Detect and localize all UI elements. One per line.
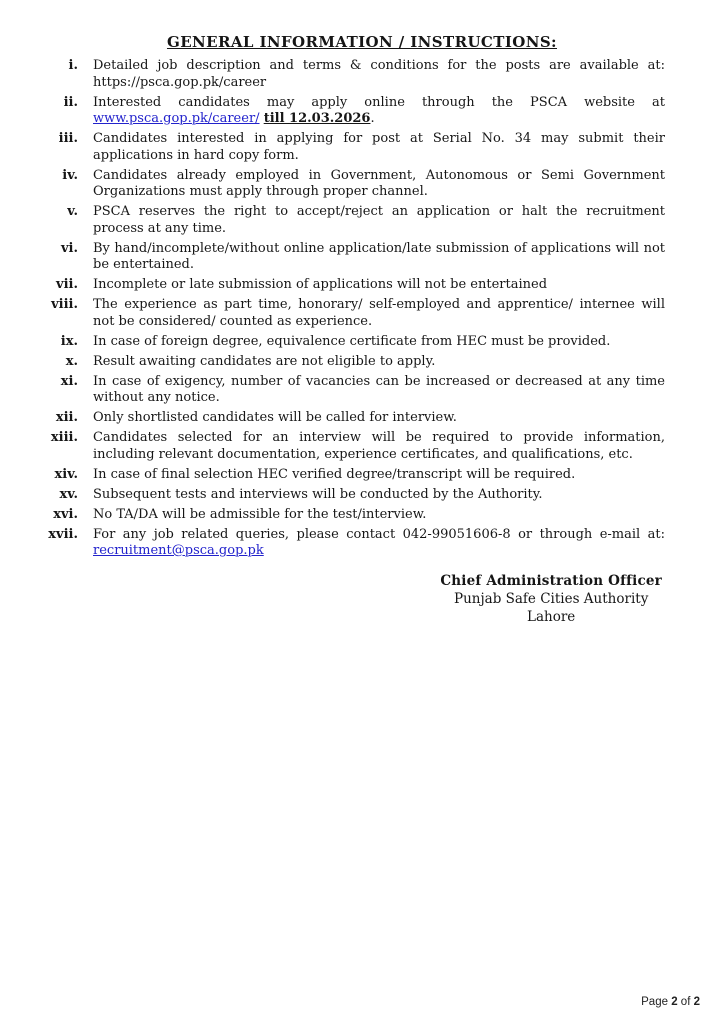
instruction-number: iv. bbox=[62, 167, 78, 183]
instruction-text-segment: Incomplete or late submission of applications will not be entertained bbox=[93, 277, 548, 292]
signatory-designation: Chief Administration Officer bbox=[440, 573, 662, 589]
instruction-number: viii. bbox=[51, 297, 78, 312]
instruction-number: x. bbox=[65, 353, 78, 369]
instruction-item bbox=[40, 430, 665, 463]
page-number-separator: of bbox=[677, 996, 694, 1008]
instruction-text bbox=[93, 430, 665, 463]
instruction-number: xv. bbox=[59, 486, 78, 502]
instruction-number: vii. bbox=[56, 277, 78, 292]
recruitment-email-link[interactable]: recruitment@psca.gop.pk bbox=[93, 543, 264, 558]
instruction-text-segment: . bbox=[370, 111, 375, 126]
instruction-number: xvi. bbox=[53, 506, 78, 522]
instruction-item bbox=[40, 374, 665, 407]
page-number-prefix: Page bbox=[641, 996, 672, 1008]
instruction-number: vi. bbox=[60, 240, 78, 256]
page-number-total: 2 bbox=[693, 996, 700, 1008]
instruction-text bbox=[93, 527, 665, 560]
instruction-text-segment: Subsequent tests and interviews will be conducted by the Authority. bbox=[93, 486, 543, 502]
instruction-item bbox=[40, 204, 665, 237]
instruction-item bbox=[40, 410, 665, 427]
signature-block bbox=[440, 572, 662, 626]
instruction-text-segment: Only shortlisted candidates will be called for interview. bbox=[93, 410, 457, 425]
instruction-item bbox=[40, 507, 665, 524]
instruction-text bbox=[93, 277, 665, 294]
instruction-text bbox=[93, 374, 665, 407]
instruction-text bbox=[93, 241, 665, 274]
instruction-number: xiii. bbox=[50, 430, 78, 445]
instruction-text bbox=[93, 95, 665, 128]
instruction-number: xvii. bbox=[48, 526, 78, 542]
instruction-item bbox=[40, 527, 665, 560]
instruction-number: xi. bbox=[60, 373, 78, 389]
instruction-item bbox=[40, 95, 665, 128]
instruction-text-segment: For any job related queries, please contact 042-99051606-8 or through e-mail at: bbox=[93, 526, 665, 542]
instruction-text bbox=[93, 168, 665, 201]
instruction-item bbox=[40, 297, 665, 330]
instruction-text bbox=[93, 467, 665, 484]
instruction-text-segment: No TA/DA will be admissible for the test/interview. bbox=[93, 506, 427, 522]
instruction-item bbox=[40, 334, 665, 351]
instruction-number: ix. bbox=[60, 333, 78, 349]
instruction-text-segment: In case of foreign degree, equivalence certificate from HEC must be provided. bbox=[93, 333, 611, 349]
instruction-text bbox=[93, 507, 665, 524]
instruction-item bbox=[40, 487, 665, 504]
instruction-text bbox=[93, 204, 665, 237]
instruction-text-segment: In case of exigency, number of vacancies can be increased or decreased at any time without any notice. bbox=[93, 373, 665, 405]
instruction-text-segment: Result awaiting candidates are not eligible to apply. bbox=[93, 353, 436, 369]
instruction-text-segment: Candidates already employed in Government, Autonomous or Semi Government Organizations must apply through proper channel. bbox=[93, 167, 665, 199]
psca-career-link[interactable]: www.psca.gop.pk/career/ bbox=[93, 111, 260, 126]
instruction-text bbox=[93, 131, 665, 164]
instruction-item bbox=[40, 58, 665, 91]
signatory-city: Lahore bbox=[527, 609, 576, 625]
signatory-organization: Punjab Safe Cities Authority bbox=[454, 591, 649, 607]
instruction-item bbox=[40, 241, 665, 274]
instruction-text bbox=[93, 334, 665, 351]
instruction-item bbox=[40, 131, 665, 164]
page-number-current: 2 bbox=[671, 996, 678, 1008]
instruction-text-segment: The experience as part time, honorary/ self-employed and apprentice/ internee will not be considered/ counted as experience. bbox=[93, 297, 665, 329]
instruction-number: iii. bbox=[58, 131, 78, 146]
instruction-item bbox=[40, 168, 665, 201]
instruction-text-segment: Candidates interested in applying for post at Serial No. 34 may submit their applications in hard copy form. bbox=[93, 131, 665, 163]
instruction-text-segment: Interested candidates may apply online through the PSCA website at bbox=[93, 94, 665, 110]
page-number bbox=[641, 996, 700, 1008]
page-title: GENERAL INFORMATION / INSTRUCTIONS: bbox=[166, 33, 557, 51]
instruction-text-segment: In case of final selection HEC verified degree/transcript will be required. bbox=[93, 466, 576, 482]
instruction-number: ii. bbox=[63, 94, 78, 110]
instruction-text-segment: Candidates selected for an interview will be required to provide information, including relevant documentation, experience certificates, and qualifications, etc. bbox=[93, 430, 665, 462]
instruction-text bbox=[93, 410, 665, 427]
instruction-item bbox=[40, 354, 665, 371]
instruction-number: xiv. bbox=[54, 466, 78, 482]
instruction-text-segment: PSCA reserves the right to accept/reject an application or halt the recruitment process at any time. bbox=[93, 204, 665, 236]
application-deadline: till 12.03.2026 bbox=[263, 111, 371, 126]
instruction-text bbox=[93, 487, 665, 504]
instruction-text bbox=[93, 58, 665, 91]
instruction-text bbox=[93, 297, 665, 330]
instruction-text bbox=[93, 354, 665, 371]
instructions-list bbox=[40, 58, 665, 560]
instruction-number: xii. bbox=[55, 410, 78, 425]
instruction-text-segment: Detailed job description and terms & conditions for the posts are available at: https://psca.gop.pk/career bbox=[93, 58, 665, 90]
instruction-number: v. bbox=[67, 204, 78, 219]
instruction-text-segment: By hand/incomplete/without online application/late submission of applications will not be entertained. bbox=[93, 240, 665, 272]
instruction-item bbox=[40, 277, 665, 294]
instruction-item bbox=[40, 467, 665, 484]
instruction-number: i. bbox=[68, 58, 78, 73]
